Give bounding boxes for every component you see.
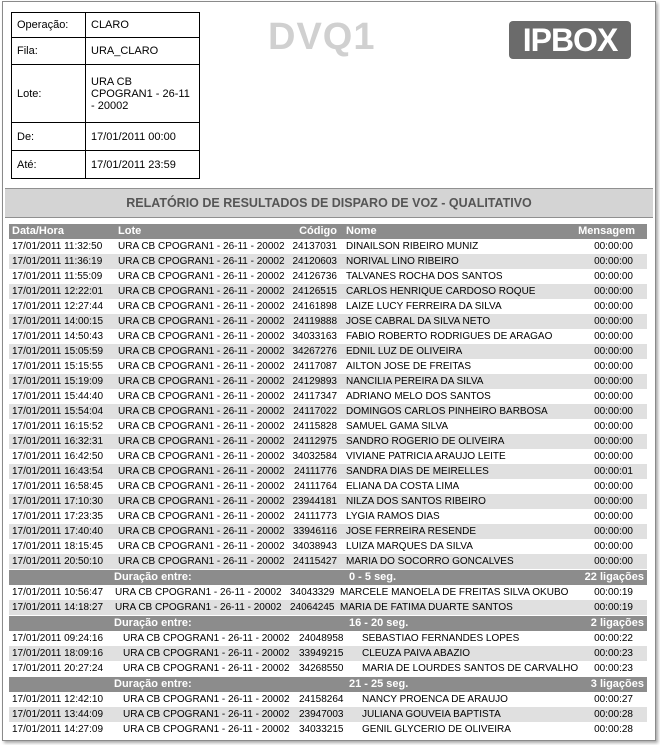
- cell-codigo: 24117347: [293, 391, 337, 402]
- cell-datahora: 17/01/2011 14:18:27: [12, 602, 104, 613]
- cell-codigo: 34043329: [290, 587, 335, 598]
- cell-codigo: 24048958: [299, 633, 344, 644]
- cell-codigo: 24115427: [293, 556, 337, 567]
- cell-datahora: 17/01/2011 16:15:52: [12, 421, 104, 432]
- cell-codigo: 24111764: [293, 481, 337, 492]
- cell-datahora: 17/01/2011 12:22:01: [12, 286, 104, 297]
- duration-group-rows: [9, 631, 647, 676]
- cell-lote: URA CB CPOGRAN1 - 26-11 - 20002: [115, 587, 282, 598]
- info-label: De:: [12, 123, 86, 151]
- cell-lote: URA CB CPOGRAN1 - 26-11 - 20002: [118, 286, 285, 297]
- info-label: Fila:: [12, 38, 86, 65]
- cell-mensagem: 00:00:00: [594, 316, 633, 327]
- cell-nome: JOSE CABRAL DA SILVA NETO: [346, 316, 491, 327]
- cell-codigo: 24161898: [292, 301, 337, 312]
- cell-lote: URA CB CPOGRAN1 - 26-11 - 20002: [118, 346, 285, 357]
- cell-datahora: 17/01/2011 20:50:10: [12, 556, 104, 567]
- cell-datahora: 17/01/2011 11:32:50: [12, 241, 103, 252]
- cell-codigo: 24115828: [293, 421, 337, 432]
- cell-nome: SAMUEL GAMA SILVA: [346, 421, 449, 432]
- cell-lote: URA CB CPOGRAN1 - 26-11 - 20002: [118, 466, 285, 477]
- duration-group-rows: [9, 692, 647, 737]
- cell-lote: URA CB CPOGRAN1 - 26-11 - 20002: [118, 436, 285, 447]
- group-label: Duração entre:: [114, 571, 192, 583]
- cell-lote: URA CB CPOGRAN1 - 26-11 - 20002: [118, 361, 285, 372]
- cell-mensagem: 00:00:19: [594, 587, 633, 598]
- info-value: URA_CLARO: [86, 38, 200, 65]
- cell-lote: URA CB CPOGRAN1 - 26-11 - 20002: [123, 709, 290, 720]
- cell-nome: NORIVAL LINO RIBEIRO: [346, 256, 459, 267]
- cell-codigo: 23947003: [299, 709, 344, 720]
- cell-codigo: 34033163: [292, 331, 337, 342]
- duration-group-rows: [9, 585, 647, 615]
- info-label: Operação:: [12, 13, 86, 38]
- cell-codigo: 24126736: [292, 271, 337, 282]
- cell-codigo: 34267276: [292, 346, 337, 357]
- table-row: [9, 269, 647, 284]
- cell-mensagem: 00:00:00: [594, 511, 633, 522]
- cell-codigo: 23944181: [292, 496, 337, 507]
- cell-lote: URA CB CPOGRAN1 - 26-11 - 20002: [118, 481, 285, 492]
- cell-mensagem: 00:00:00: [594, 361, 633, 372]
- table-row: [9, 434, 647, 449]
- cell-lote: URA CB CPOGRAN1 - 26-11 - 20002: [118, 241, 285, 252]
- group-label: Duração entre:: [114, 678, 192, 690]
- cell-lote: URA CB CPOGRAN1 - 26-11 - 20002: [118, 316, 285, 327]
- table-row: [9, 254, 647, 269]
- cell-nome: VIVIANE PATRICIA ARAUJO LEITE: [346, 451, 506, 462]
- cell-mensagem: 00:00:00: [594, 481, 633, 492]
- cell-nome: FABIO ROBERTO RODRIGUES DE ARAGAO: [346, 331, 553, 342]
- column-header-mensagem: Mensagem: [578, 225, 635, 237]
- cell-codigo: 24117022: [293, 406, 337, 417]
- cell-nome: CLEUZA PAIVA ABAZIO: [362, 648, 471, 659]
- table-row: [9, 389, 647, 404]
- report-title: RELATÓRIO DE RESULTADOS DE DISPARO DE VOZ - QUALITATIVO: [5, 188, 653, 218]
- table-row: [9, 692, 647, 707]
- cell-codigo: 24117087: [293, 361, 337, 372]
- cell-nome: LUIZA MARQUES DA SILVA: [346, 541, 473, 552]
- cell-mensagem: 00:00:00: [594, 331, 633, 342]
- cell-datahora: 17/01/2011 14:27:09: [12, 724, 104, 735]
- cell-mensagem: 00:00:00: [594, 421, 633, 432]
- cell-codigo: 33946116: [293, 526, 337, 537]
- cell-lote: URA CB CPOGRAN1 - 26-11 - 20002: [118, 421, 285, 432]
- cell-lote: URA CB CPOGRAN1 - 26-11 - 20002: [123, 724, 290, 735]
- cell-lote: URA CB CPOGRAN1 - 26-11 - 20002: [118, 526, 285, 537]
- cell-codigo: 34033215: [299, 724, 344, 735]
- cell-codigo: 24120603: [292, 256, 337, 267]
- cell-datahora: 17/01/2011 15:44:40: [12, 391, 104, 402]
- result-section: [9, 239, 647, 569]
- cell-datahora: 17/01/2011 20:27:24: [12, 663, 104, 674]
- table-row: [9, 661, 647, 676]
- info-value: 17/01/2011 23:59: [86, 151, 200, 179]
- duration-group-header: [9, 616, 647, 631]
- cell-lote: URA CB CPOGRAN1 - 26-11 - 20002: [123, 633, 290, 644]
- table-row: [9, 344, 647, 359]
- group-count: 3 ligações: [590, 678, 644, 690]
- cell-mensagem: 00:00:00: [594, 256, 633, 267]
- cell-mensagem: 00:00:00: [594, 496, 633, 507]
- cell-datahora: 17/01/2011 11:36:19: [12, 256, 103, 267]
- cell-datahora: 17/01/2011 17:10:30: [12, 496, 104, 507]
- cell-nome: LAIZE LUCY FERREIRA DA SILVA: [346, 301, 502, 312]
- table-row: [9, 449, 647, 464]
- cell-nome: NANCY PROENCA DE ARAUJO: [362, 694, 508, 705]
- cell-datahora: 17/01/2011 14:50:43: [12, 331, 104, 342]
- cell-lote: URA CB CPOGRAN1 - 26-11 - 20002: [118, 451, 285, 462]
- cell-datahora: 17/01/2011 10:56:47: [12, 587, 104, 598]
- cell-mensagem: 00:00:23: [594, 648, 633, 659]
- cell-codigo: 34038943: [292, 541, 337, 552]
- cell-mensagem: 00:00:00: [594, 406, 633, 417]
- cell-nome: DOMINGOS CARLOS PINHEIRO BARBOSA: [346, 406, 548, 417]
- cell-codigo: 24119888: [293, 316, 337, 327]
- info-value: URA CB CPOGRAN1 - 26-11 - 20002: [86, 65, 200, 123]
- cell-lote: URA CB CPOGRAN1 - 26-11 - 20002: [118, 556, 285, 567]
- cell-lote: URA CB CPOGRAN1 - 26-11 - 20002: [118, 331, 285, 342]
- cell-mensagem: 00:00:00: [594, 541, 633, 552]
- cell-nome: TALVANES ROCHA DOS SANTOS: [346, 271, 503, 282]
- group-range: 0 - 5 seg.: [349, 571, 397, 583]
- cell-mensagem: 00:00:00: [594, 241, 633, 252]
- table-row: [9, 299, 647, 314]
- cell-codigo: 24112975: [293, 436, 337, 447]
- cell-nome: NILZA DOS SANTOS RIBEIRO: [346, 496, 486, 507]
- cell-codigo: 24111773: [293, 511, 337, 522]
- ipbox-logo: IPBOX: [509, 21, 631, 59]
- info-value: CLARO: [86, 13, 200, 38]
- cell-datahora: 17/01/2011 12:42:10: [12, 694, 104, 705]
- cell-nome: LYGIA RAMOS DIAS: [346, 511, 440, 522]
- group-range: 16 - 20 seg.: [349, 617, 409, 629]
- cell-datahora: 17/01/2011 15:05:59: [12, 346, 104, 357]
- info-label: Lote:: [12, 65, 86, 123]
- cell-mensagem: 00:00:00: [594, 451, 633, 462]
- cell-codigo: 24064245: [290, 602, 335, 613]
- table-row: [9, 314, 647, 329]
- cell-nome: CARLOS HENRIQUE CARDOSO ROQUE: [346, 286, 536, 297]
- group-count: 22 ligações: [584, 571, 644, 583]
- table-row: [9, 646, 647, 661]
- cell-codigo: 24158264: [299, 694, 344, 705]
- cell-nome: SANDRO ROGERIO DE OLIVEIRA: [346, 436, 505, 447]
- table-row: [9, 722, 647, 737]
- cell-mensagem: 00:00:23: [594, 663, 633, 674]
- table-row: [9, 329, 647, 344]
- cell-nome: SEBASTIAO FERNANDES LOPES: [362, 633, 520, 644]
- cell-lote: URA CB CPOGRAN1 - 26-11 - 20002: [118, 496, 285, 507]
- cell-nome: ELIANA DA COSTA LIMA: [346, 481, 460, 492]
- cell-datahora: 17/01/2011 16:42:50: [12, 451, 104, 462]
- report-header: [3, 2, 655, 186]
- cell-lote: URA CB CPOGRAN1 - 26-11 - 20002: [123, 648, 290, 659]
- cell-nome: MARCELE MANOELA DE FREITAS SILVA OKUBO: [340, 587, 569, 598]
- duration-group-header: [9, 677, 647, 692]
- cell-nome: SANDRA DIAS DE MEIRELLES: [346, 466, 489, 477]
- column-header-row: [9, 224, 647, 239]
- table-row: [9, 539, 647, 554]
- table-row: [9, 554, 647, 569]
- cell-lote: URA CB CPOGRAN1 - 26-11 - 20002: [118, 541, 285, 552]
- cell-lote: URA CB CPOGRAN1 - 26-11 - 20002: [115, 602, 282, 613]
- cell-nome: ADRIANO MELO DOS SANTOS: [346, 391, 491, 402]
- cell-lote: URA CB CPOGRAN1 - 26-11 - 20002: [123, 663, 290, 674]
- cell-mensagem: 00:00:00: [594, 301, 633, 312]
- duration-group-header: [9, 570, 647, 585]
- group-count: 2 ligações: [590, 617, 644, 629]
- cell-codigo: 24126515: [292, 286, 337, 297]
- cell-lote: URA CB CPOGRAN1 - 26-11 - 20002: [118, 391, 285, 402]
- cell-nome: GENIL GLYCERIO DE OLIVEIRA: [362, 724, 511, 735]
- cell-mensagem: 00:00:28: [594, 709, 633, 720]
- table-row: [9, 494, 647, 509]
- cell-lote: URA CB CPOGRAN1 - 26-11 - 20002: [118, 406, 285, 417]
- cell-mensagem: 00:00:00: [594, 391, 633, 402]
- cell-codigo: 24129893: [292, 376, 337, 387]
- table-row: [9, 464, 647, 479]
- cell-datahora: 17/01/2011 09:24:16: [12, 633, 104, 644]
- cell-lote: URA CB CPOGRAN1 - 26-11 - 20002: [118, 271, 285, 282]
- table-row: [9, 359, 647, 374]
- duration-groups: [9, 570, 647, 737]
- cell-mensagem: 00:00:00: [594, 436, 633, 447]
- column-header-lote: Lote: [118, 225, 142, 237]
- cell-datahora: 17/01/2011 14:00:15: [12, 316, 104, 327]
- cell-mensagem: 00:00:22: [594, 633, 633, 644]
- table-row: [9, 707, 647, 722]
- cell-nome: JULIANA GOUVEIA BAPTISTA: [362, 709, 501, 720]
- cell-mensagem: 00:00:00: [594, 376, 633, 387]
- table-row: [9, 524, 647, 539]
- table-row: [9, 479, 647, 494]
- info-value: 17/01/2011 00:00: [86, 123, 200, 151]
- table-row: [9, 631, 647, 646]
- cell-datahora: 17/01/2011 15:19:09: [12, 376, 104, 387]
- cell-datahora: 17/01/2011 17:23:35: [12, 511, 104, 522]
- column-header-datahora: Data/Hora: [12, 225, 64, 237]
- cell-datahora: 17/01/2011 11:55:09: [12, 271, 103, 282]
- group-range: 21 - 25 seg.: [349, 678, 409, 690]
- cell-mensagem: 00:00:00: [594, 526, 633, 537]
- cell-datahora: 17/01/2011 17:40:40: [12, 526, 104, 537]
- cell-mensagem: 00:00:01: [594, 466, 633, 477]
- cell-datahora: 17/01/2011 16:43:54: [12, 466, 104, 477]
- cell-lote: URA CB CPOGRAN1 - 26-11 - 20002: [123, 694, 290, 705]
- cell-datahora: 17/01/2011 18:09:16: [12, 648, 104, 659]
- table-row: [9, 239, 647, 254]
- cell-lote: URA CB CPOGRAN1 - 26-11 - 20002: [118, 511, 285, 522]
- cell-lote: URA CB CPOGRAN1 - 26-11 - 20002: [118, 301, 285, 312]
- group-label: Duração entre:: [114, 617, 192, 629]
- results-table: [9, 224, 647, 737]
- column-header-codigo: Código: [299, 225, 337, 237]
- table-row: [9, 419, 647, 434]
- report-page: [2, 1, 656, 741]
- document-code: DVQ1: [268, 16, 376, 58]
- info-label: Até:: [12, 151, 86, 179]
- cell-mensagem: 00:00:00: [594, 346, 633, 357]
- cell-datahora: 17/01/2011 15:15:55: [12, 361, 104, 372]
- table-row: [9, 284, 647, 299]
- cell-nome: MARIA DO SOCORRO GONCALVES: [346, 556, 514, 567]
- cell-mensagem: 00:00:00: [594, 271, 633, 282]
- filter-info-table: [11, 12, 200, 179]
- cell-codigo: 24137031: [292, 241, 337, 252]
- cell-lote: URA CB CPOGRAN1 - 26-11 - 20002: [118, 256, 285, 267]
- cell-datahora: 17/01/2011 18:15:45: [12, 541, 104, 552]
- cell-nome: EDNIL LUZ DE OLIVEIRA: [346, 346, 463, 357]
- cell-codigo: 34032584: [292, 451, 337, 462]
- cell-nome: AILTON JOSE DE FREITAS: [346, 361, 472, 372]
- cell-nome: MARIA DE FATIMA DUARTE SANTOS: [340, 602, 513, 613]
- column-header-nome: Nome: [346, 225, 377, 237]
- cell-mensagem: 00:00:27: [594, 694, 633, 705]
- cell-mensagem: 00:00:00: [594, 286, 633, 297]
- cell-mensagem: 00:00:00: [594, 556, 633, 567]
- table-row: [9, 509, 647, 524]
- cell-datahora: 17/01/2011 15:54:04: [12, 406, 104, 417]
- cell-codigo: 34268550: [299, 663, 344, 674]
- cell-lote: URA CB CPOGRAN1 - 26-11 - 20002: [118, 376, 285, 387]
- cell-nome: MARIA DE LOURDES SANTOS DE CARVALHO: [362, 663, 579, 674]
- table-row: [9, 585, 647, 600]
- cell-nome: JOSE FERREIRA RESENDE: [346, 526, 477, 537]
- cell-codigo: 33949215: [299, 648, 344, 659]
- cell-nome: NANCILIA PEREIRA DA SILVA: [346, 376, 484, 387]
- cell-mensagem: 00:00:19: [594, 602, 633, 613]
- cell-mensagem: 00:00:28: [594, 724, 633, 735]
- cell-nome: DINAILSON RIBEIRO MUNIZ: [346, 241, 479, 252]
- table-row: [9, 404, 647, 419]
- cell-datahora: 17/01/2011 12:27:44: [12, 301, 104, 312]
- table-row: [9, 374, 647, 389]
- cell-datahora: 17/01/2011 13:44:09: [12, 709, 104, 720]
- cell-datahora: 17/01/2011 16:32:31: [12, 436, 104, 447]
- table-row: [9, 600, 647, 615]
- cell-codigo: 24111776: [293, 466, 337, 477]
- cell-datahora: 17/01/2011 16:58:45: [12, 481, 104, 492]
